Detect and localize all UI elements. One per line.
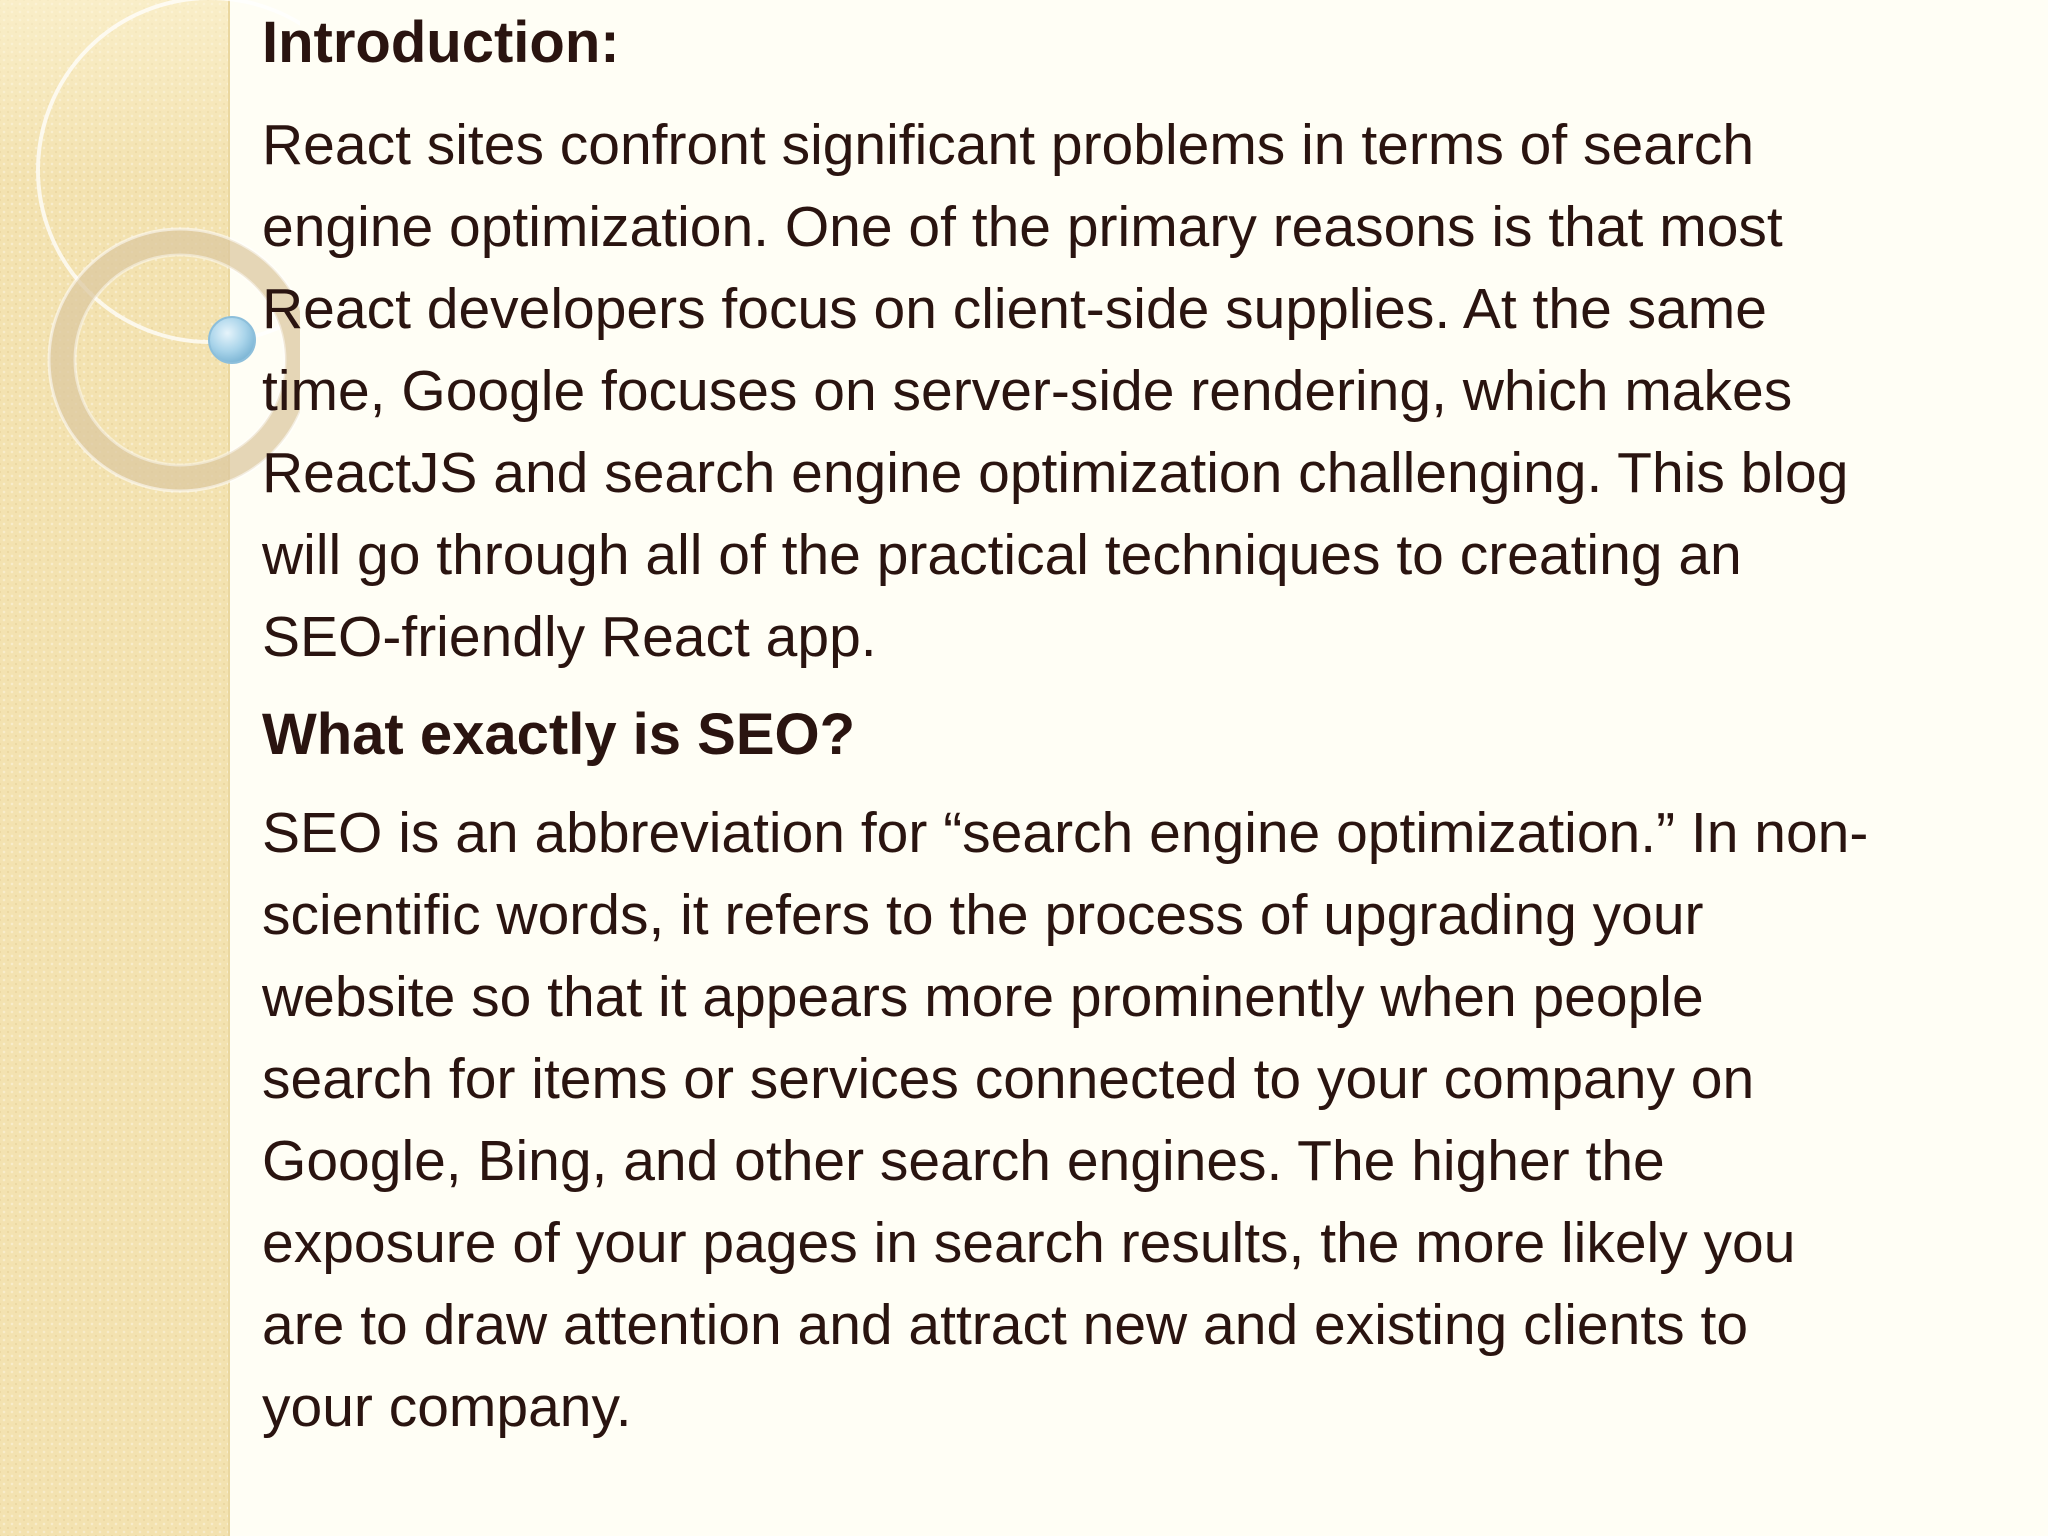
text-line: time, Google focuses on server-side rendering, which makes [262,359,1793,423]
heading-what-is-seo: What exactly is SEO? [262,702,856,767]
thick-ring-inner-edge [75,255,285,465]
bullet-sphere-icon [209,317,255,363]
decorative-rings [0,0,300,520]
paragraph-introduction [262,104,1848,678]
text-line: website so that it appears more prominently when people [262,965,1704,1029]
text-line: engine optimization. One of the primary reasons is that most [262,195,1783,259]
text-line: Google, Bing, and other search engines. The higher the [262,1129,1665,1193]
text-line: React developers focus on client-side supplies. At the same [262,277,1767,341]
text-line: are to draw attention and attract new and existing clients to [262,1293,1749,1357]
text-line: scientific words, it refers to the process of upgrading your [262,883,1704,947]
heading-introduction: Introduction: [262,10,620,75]
text-line: ReactJS and search engine optimization challenging. This blog [262,441,1849,505]
text-line: exposure of your pages in search results, the more likely you [262,1211,1796,1275]
text-line: React sites confront significant problems in terms of search [262,113,1755,177]
text-line: search for items or services connected to your company on [262,1047,1755,1111]
text-line: SEO is an abbreviation for “search engine optimization.” In non- [262,801,1869,865]
text-line: will go through all of the practical techniques to creating an [262,523,1742,587]
text-line: your company. [262,1375,632,1439]
paragraph-what-is-seo [262,792,1868,1448]
text-line: SEO-friendly React app. [262,605,877,669]
